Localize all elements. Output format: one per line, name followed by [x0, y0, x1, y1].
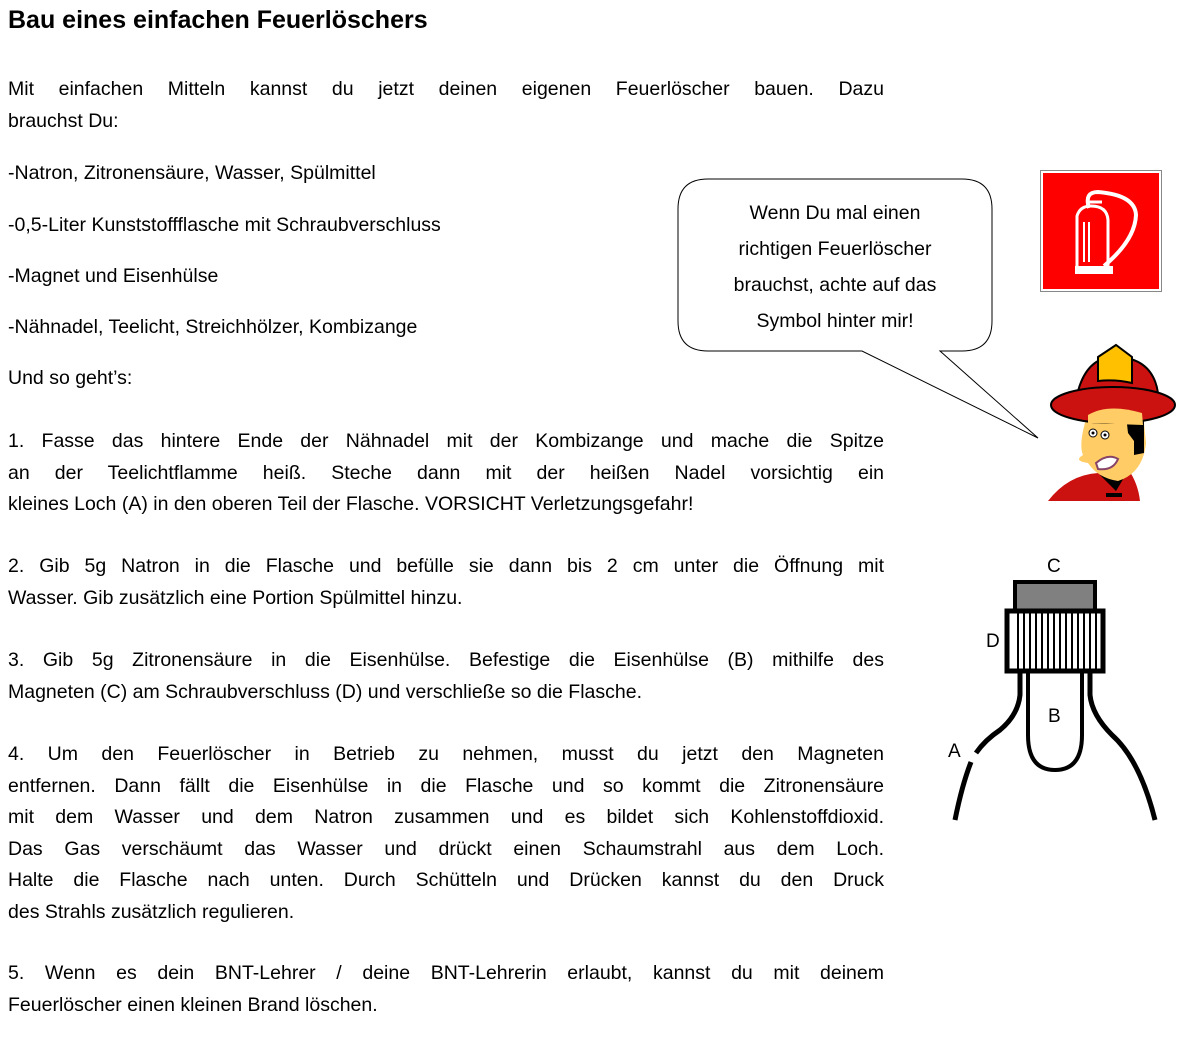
text-line: 1. Fasse das hintere Ende der Nähnadel mit der Kombizange und mache die Spitze [8, 430, 884, 452]
text-line: entfernen. Dann fällt die Eisenhülse in die Flasche und so kommt die Zitronensäure [8, 774, 884, 797]
text-line: brauchst Du: [8, 109, 119, 132]
text-line: Mit einfachen Mitteln kannst du jetzt deinen eigenen Feuerlöscher bauen. Dazu [8, 78, 884, 100]
firefighter-illustration [1048, 343, 1180, 503]
bottle-diagram [930, 550, 1170, 830]
text-line: 4. Um den Feuerlöscher in Betrieb zu nehmen, musst du jetzt den Magneten [8, 743, 884, 765]
text-line: des Strahls zusätzlich regulieren. [8, 900, 295, 923]
text-line: Magneten (C) am Schraubverschluss (D) und verschließe so die Flasche. [8, 680, 643, 703]
text-line: mit dem Wasser und dem Natron zusammen und es bildet sich Kohlenstoffdioxid. [8, 806, 884, 828]
text-line: -Magnet und Eisenhülse [8, 265, 219, 287]
text-line: Das Gas verschäumt das Wasser und drückt einen Schaumstrahl aus dem Loch. [8, 837, 884, 860]
text-line: -Natron, Zitronensäure, Wasser, Spülmittel [8, 162, 376, 184]
fire-extinguisher-sign-icon [1040, 170, 1162, 292]
text-line: kleines Loch (A) in den oberen Teil der Flasche. VORSICHT Verletzungsgefahr! [8, 493, 694, 515]
label-a: A [948, 741, 961, 762]
label-d: D [986, 631, 1000, 652]
text-line: an der Teelichtflamme heiß. Steche dann mit der heißen Nadel vorsichtig ein [8, 461, 884, 484]
text-line: Feuerlöscher einen kleinen Brand löschen. [8, 993, 378, 1016]
text-line: Halte die Flasche nach unten. Durch Schütteln und Drücken kannst du den Druck [8, 869, 884, 891]
text-line: Und so geht’s: [8, 367, 133, 389]
page-title: Bau eines einfachen Feuerlöschers [8, 6, 428, 34]
text-line: 2. Gib 5g Natron in die Flasche und befülle sie dann bis 2 cm unter die Öffnung mit [8, 555, 884, 577]
speech-bubble-text: Wenn Du mal einen richtigen Feuerlöscher brauchst, achte auf das Symbol hinter mir! [733, 202, 937, 332]
text-line: -0,5-Liter Kunststoffflasche mit Schraubverschluss [8, 214, 441, 236]
text-line: 3. Gib 5g Zitronensäure in die Eisenhülse. Befestige die Eisenhülse (B) mithilfe des [8, 649, 884, 671]
label-b: B [1048, 706, 1061, 727]
text-line: 5. Wenn es dein BNT-Lehrer / deine BNT-Lehrerin erlaubt, kannst du mit deinem [8, 962, 884, 984]
label-c: C [1047, 556, 1061, 577]
text-line: Wasser. Gib zusätzlich eine Portion Spülmittel hinzu. [8, 586, 463, 609]
text-line: -Nähnadel, Teelicht, Streichhölzer, Kombizange [8, 316, 418, 338]
